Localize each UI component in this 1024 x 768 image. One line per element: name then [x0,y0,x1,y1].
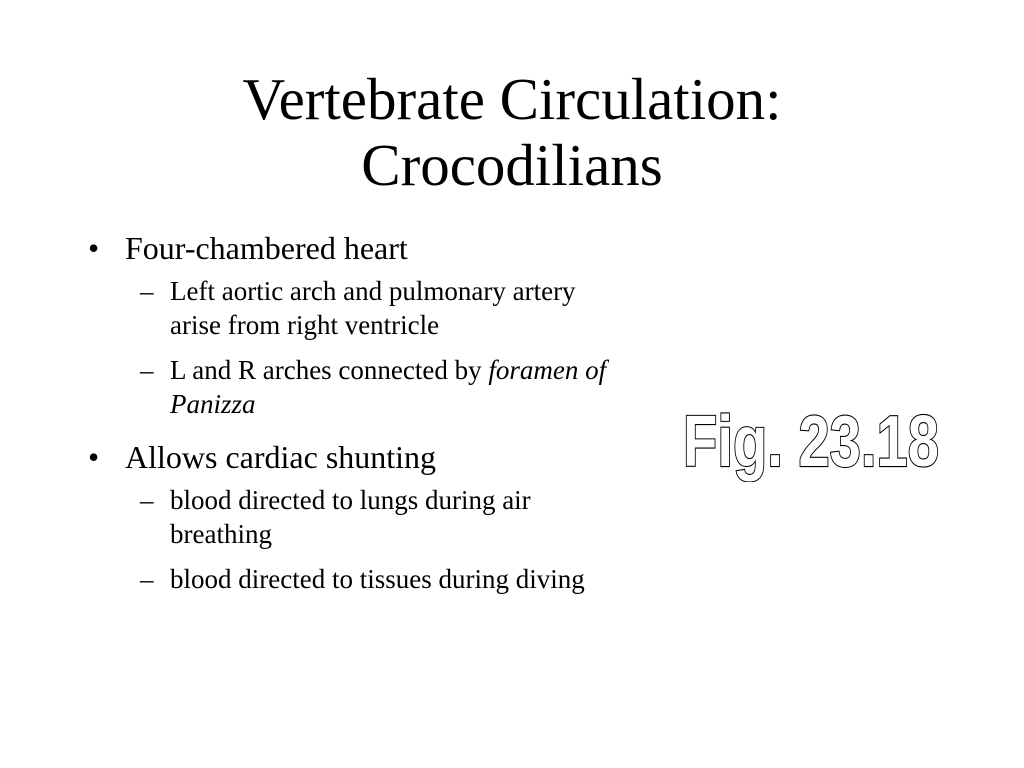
sub-bullet-text: L and R arches connected by [170,355,489,385]
dash-icon: – [140,355,154,385]
bullet-icon: • [88,439,100,475]
bullet-list [88,228,628,612]
sub-bullet-item [125,562,628,596]
sub-bullet-item [125,483,628,551]
slide-title [0,66,1024,198]
dash-icon: – [140,485,154,515]
bullet-text: Allows cardiac shunting [125,439,437,475]
bullet-icon: • [88,230,100,266]
bullet-text: Four-chambered heart [125,230,408,266]
bullet-item [88,437,628,596]
dash-icon: – [140,564,154,594]
sub-bullet-list [125,483,628,596]
sub-bullet-text: Left aortic arch and pulmonary artery arise from right ventricle [170,276,576,340]
title-line-2: Crocodilians [361,132,663,198]
figure-reference-wordart [669,400,954,482]
sub-bullet-italic-term: foramen of Panizza [170,355,607,419]
bullet-item [88,228,628,421]
sub-bullet-text: blood directed to lungs during air breathing [170,485,531,549]
sub-bullet-item [125,274,628,342]
sub-bullet-text: blood directed to tissues during diving [170,564,585,594]
title-line-1: Vertebrate Circulation: [242,66,782,132]
sub-bullet-list [125,274,628,421]
figure-reference-text: Fig. 23.18 [683,401,939,482]
dash-icon: – [140,276,154,306]
sub-bullet-item [125,353,628,421]
figure-reference-label [669,400,954,482]
